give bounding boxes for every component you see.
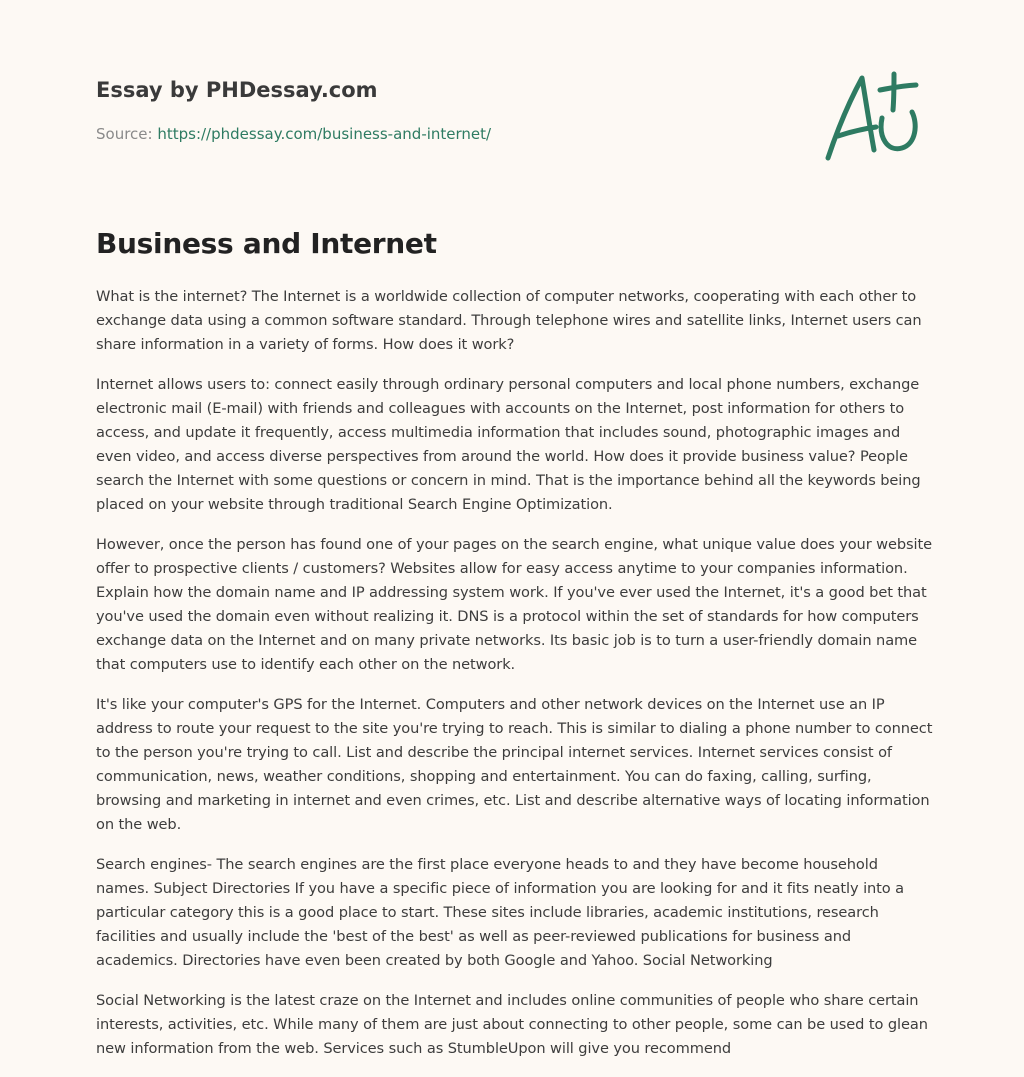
essay-title: Business and Internet xyxy=(96,227,437,260)
essay-paragraph: Social Networking is the latest craze on the Internet and includes online communities of people who share certain interests, activities, etc. While many of them are just about connecting to other people, some can be used to glean new information from the web. Services such as StumbleUpon will give you recommend xyxy=(96,992,928,1057)
source-link[interactable]: https://phdessay.com/business-and-internet/ xyxy=(157,125,492,143)
a-plus-logo-icon xyxy=(818,66,934,166)
source-line xyxy=(96,124,796,144)
essay-paragraph: It's like your computer's GPS for the Internet. Computers and other network devices on the Internet use an IP address to route your request to the site you're trying to reach. This is similar to dialing a phone number to connect to the person you're trying to call. List and describe the principal internet services. Internet services consist of communication, news, weather conditions, shopping and entertainment. You can do faxing, calling, surfing, browsing and marketing in internet and even crimes, etc. List and describe alternative ways of locating information on the web. xyxy=(96,696,933,833)
essay-body xyxy=(96,285,934,1077)
site-title: Essay by PHDessay.com xyxy=(96,78,378,102)
essay-paragraph: What is the internet? The Internet is a worldwide collection of computer networks, cooperating with each other to exchange data using a common software standard. Through telephone wires and satellite links, Internet users can share information in a variety of forms. How does it work? xyxy=(96,288,922,353)
essay-paragraph: Internet allows users to: connect easily through ordinary personal computers and local phone numbers, exchange electronic mail (E-mail) with friends and colleagues with accounts on the Internet, post information for others to access, and update it frequently, access multimedia information that includes sound, photographic images and even video, and access diverse perspectives from around the world. How does it provide business value? People search the Internet with some questions or concern in mind. That is the importance behind all the keywords being placed on your website through traditional Search Engine Optimization. xyxy=(96,376,921,513)
essay-paragraph: However, once the person has found one of your pages on the search engine, what unique value does your website offer to prospective clients / customers? Websites allow for easy access anytime to your companies information. Explain how the domain name and IP addressing system work. If you've ever used the Internet, it's a good bet that you've used the domain even without realizing it. DNS is a protocol within the set of standards for how computers exchange data on the Internet and on many private networks. Its basic job is to turn a user-friendly domain name that computers use to identify each other on the network. xyxy=(96,536,932,673)
source-label: Source: xyxy=(96,125,158,143)
essay-header xyxy=(96,76,796,144)
essay-paragraph: Search engines- The search engines are the first place everyone heads to and they have become household names. Subject Directories If you have a specific piece of information you are looking for and it fits neatly into a particular category this is a good place to start. These sites include libraries, academic institutions, research facilities and usually include the 'best of the best' as well as peer-reviewed publications for business and academics. Directories have even been created by both Google and Yahoo. Social Networking xyxy=(96,856,905,969)
